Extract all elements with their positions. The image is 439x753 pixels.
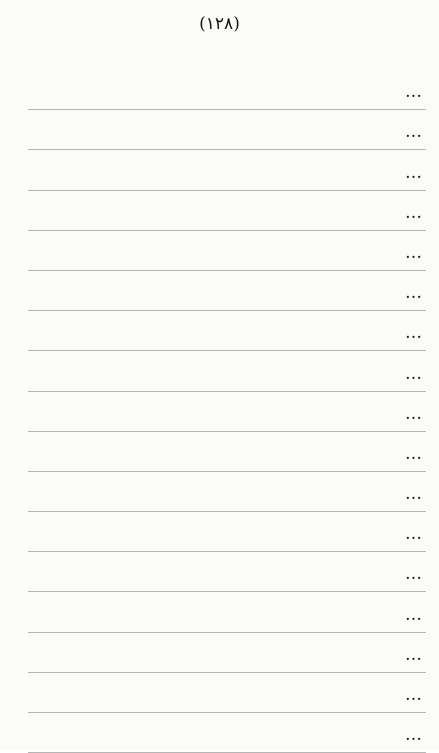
line-text: … (405, 122, 422, 143)
line-text: … (405, 604, 422, 625)
text-line (28, 432, 426, 472)
text-line (28, 351, 426, 391)
line-text: … (405, 443, 422, 464)
text-line (28, 311, 426, 351)
text-line (28, 150, 426, 190)
line-text: … (405, 242, 422, 263)
text-line (28, 713, 426, 753)
text-line (28, 191, 426, 231)
text-line (28, 472, 426, 512)
text-line (28, 271, 426, 311)
line-text: … (405, 283, 422, 304)
text-line (28, 552, 426, 592)
line-text: … (405, 403, 422, 424)
text-line (28, 231, 426, 271)
line-text: … (405, 725, 422, 746)
text-line (28, 512, 426, 552)
line-text: … (405, 202, 422, 223)
text-line (28, 110, 426, 150)
line-text: … (405, 363, 422, 384)
page-number: (۱۲۸) (199, 14, 240, 34)
line-text: … (405, 162, 422, 183)
text-line (28, 70, 426, 110)
text-line (28, 592, 426, 632)
text-line (28, 392, 426, 432)
text-line (28, 633, 426, 673)
line-text: … (405, 484, 422, 505)
line-text: … (405, 685, 422, 705)
handwritten-text-block (28, 70, 426, 753)
line-text: … (405, 524, 422, 545)
line-text: … (405, 644, 422, 665)
line-text: … (405, 82, 422, 103)
line-text: … (405, 564, 422, 585)
line-text: … (405, 323, 422, 344)
text-line (28, 673, 426, 713)
